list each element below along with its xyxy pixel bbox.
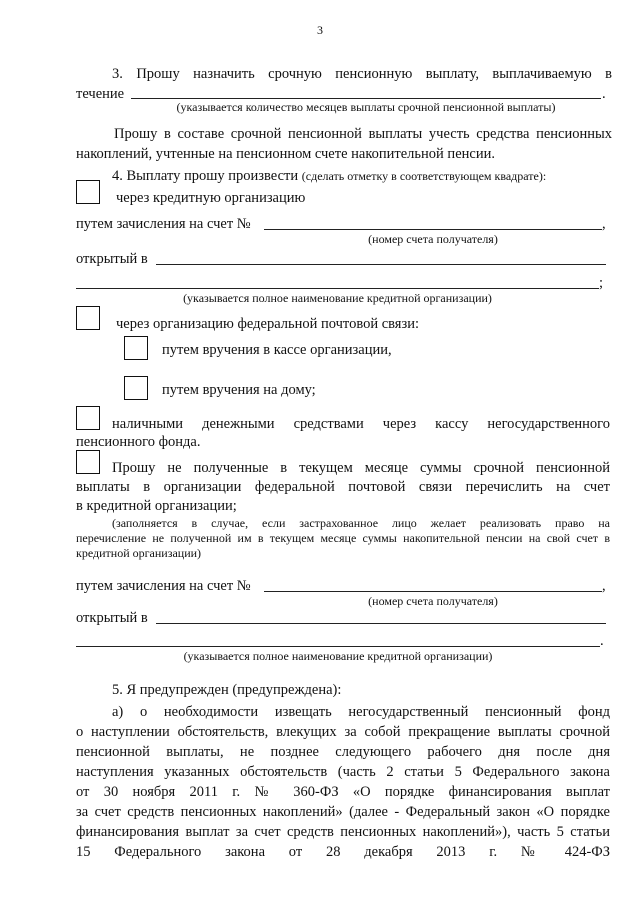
months-count-hint: (указывается количество месяцев выплаты срочной пенсионной выплаты) (176, 100, 556, 114)
transfer-note3: кредитной организации) (76, 546, 202, 560)
bank-opened-label: открытый в (76, 251, 148, 267)
months-count-field[interactable] (131, 98, 601, 99)
bank-name-field-2[interactable] (76, 288, 599, 289)
transfer-line1: Прошу не полученные в текущем месяце суммы срочной пенсионной (112, 460, 610, 476)
post-cashdesk-label: путем вручения в кассе организации, (162, 342, 392, 358)
transfer-bank-field-2[interactable] (76, 646, 600, 647)
bank-option-checkbox[interactable] (76, 180, 100, 204)
cash-option-checkbox[interactable] (76, 406, 100, 430)
transfer-bank-field-1[interactable] (156, 623, 606, 624)
transfer-account-field[interactable] (264, 591, 602, 592)
bank-account-label: путем зачисления на счет № (76, 216, 251, 232)
transfer-bank-hint: (указывается полное наименование кредитной организации) (183, 649, 493, 663)
post-home-checkbox[interactable] (124, 376, 148, 400)
item5-line1: а) о необходимости извещать негосударственный пенсионный фонд (112, 704, 610, 720)
item5-line7: финансирования выплат за счет средств пенсионных накоплений»), часть 5 статьи (76, 824, 610, 840)
item5-line4: наступления указанных обстоятельств (часть 2 статьи 5 Федерального закона (76, 764, 610, 780)
transfer-account-hint: (номер счета получателя) (368, 594, 498, 608)
transfer-note2: перечисление не полученной им в текущем месяце суммы накопительной пенсии на свой счет в (76, 531, 610, 545)
post-home-label: путем вручения на дому; (162, 382, 316, 398)
item3-text: 3. Прошу назначить срочную пенсионную выплату, выплачиваемую в (112, 66, 612, 82)
item5-line5: от 30 ноября 2011 г. № 360-ФЗ «О порядке финансирования выплат (76, 784, 610, 800)
item5-title: 5. Я предупрежден (предупреждена): (112, 682, 342, 698)
bank-account-field[interactable] (264, 229, 602, 230)
item4-heading (112, 166, 546, 186)
cash-option-line2: пенсионного фонда. (76, 434, 201, 450)
bank-name-hint: (указывается полное наименование кредитной организации) (183, 291, 492, 305)
item5-line2: о наступлении обстоятельств, влекущих за собой прекращение выплаты срочной (76, 724, 610, 740)
page-number: 3 (317, 23, 323, 37)
bank-name-end: ; (599, 275, 604, 291)
item4-text: 4. Выплату прошу произвести (112, 168, 299, 184)
transfer-line3: в кредитной организации; (76, 498, 237, 514)
savings-para-line1: Прошу в составе срочной пенсионной выплаты учесть средства пенсионных (114, 126, 612, 142)
transfer-option-checkbox[interactable] (76, 450, 100, 474)
item5-line3: пенсионной выплаты, не позднее следующего рабочего дня после дня (76, 744, 610, 760)
bank-option-label: через кредитную организацию (116, 190, 306, 206)
transfer-account-label: путем зачисления на счет № (76, 578, 251, 594)
transfer-line2: выплаты в организации федеральной почтовой связи перечислить на счет (76, 479, 610, 495)
bank-account-end: , (602, 216, 606, 232)
bank-name-field-1[interactable] (156, 264, 606, 265)
transfer-opened-label: открытый в (76, 610, 148, 626)
savings-para-line2: накоплений, учтенные на пенсионном счете накопительной пенсии. (76, 146, 495, 162)
transfer-account-end: , (602, 578, 606, 594)
item4-note: (сделать отметку в соответствующем квадрате): (301, 169, 547, 183)
transfer-bank-end: . (600, 633, 604, 649)
transfer-note1: (заполняется в случае, если застрахованное лицо желает реализовать право на (112, 516, 610, 530)
post-option-checkbox[interactable] (76, 306, 100, 330)
bank-account-hint: (номер счета получателя) (368, 232, 498, 246)
post-cashdesk-checkbox[interactable] (124, 336, 148, 360)
post-option-label: через организацию федеральной почтовой связи: (116, 316, 419, 332)
item3-end-mark: . (602, 86, 606, 102)
item5-line8: 15 Федерального закона от 28 декабря 2013 г. № 424-ФЗ (76, 844, 610, 860)
cash-option-line1: наличными денежными средствами через кассу негосударственного (112, 416, 610, 432)
item3-during-label: течение (76, 86, 125, 102)
item5-line6: за счет средств пенсионных накоплений» (далее - Федеральный закон «О порядке (76, 804, 610, 820)
